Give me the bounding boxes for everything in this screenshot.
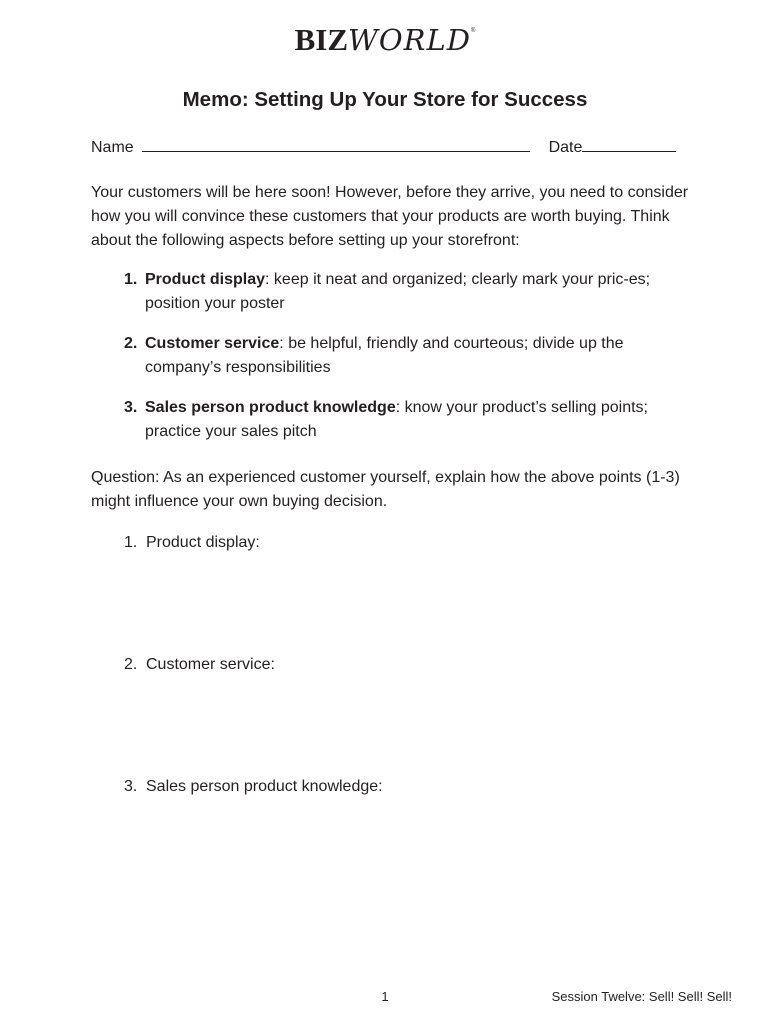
- aspect-term: Customer service: [145, 335, 280, 352]
- answer-label: Sales person product knowledge:: [146, 778, 383, 795]
- aspect-number: 3.: [124, 399, 138, 416]
- bizworld-logo: [0, 22, 770, 62]
- question-paragraph: Question: As an experienced customer yourself, explain how the above points (1-3) might influence your own buying decision.: [91, 469, 680, 510]
- aspect-term: Sales person product knowledge: [145, 399, 396, 416]
- aspect-text: : keep it neat and organized; clearly mark your pric-es; position your poster: [145, 271, 651, 312]
- name-date-row: [91, 136, 691, 160]
- aspect-number: 1.: [124, 271, 138, 288]
- answer-number: 1.: [124, 534, 138, 551]
- page-title: Memo: Setting Up Your Store for Success: [182, 88, 588, 111]
- answer-label: Customer service:: [146, 656, 275, 673]
- answer-number: 2.: [124, 656, 138, 673]
- answer-prompt-product-display: [124, 531, 260, 555]
- date-fill-line[interactable]: [582, 137, 676, 152]
- date-label: Date: [548, 139, 583, 156]
- logo-biz-text: BIZ: [294, 22, 349, 57]
- aspects-list: [124, 268, 684, 460]
- name-label: Name: [91, 139, 134, 156]
- aspect-item: [124, 268, 684, 316]
- session-footer: Session Twelve: Sell! Sell! Sell!: [551, 989, 732, 1004]
- page-number: 1: [381, 989, 389, 1004]
- aspect-item: [124, 332, 684, 380]
- logo-world-text: WORLD: [348, 23, 471, 57]
- answer-number: 3.: [124, 778, 138, 795]
- logo-registered-mark: ®: [470, 28, 476, 34]
- aspect-term: Product display: [145, 271, 266, 288]
- intro-paragraph: Your customers will be here soon! However, before they arrive, you need to consider how you will convince these customers that your products are worth buying. Think about the following aspects before setting up your storefront:: [91, 184, 689, 249]
- answer-label: Product display:: [146, 534, 260, 551]
- aspect-number: 2.: [124, 335, 138, 352]
- answer-prompt-customer-service: [124, 653, 275, 677]
- aspect-text: : know your product’s selling points; practice your sales pitch: [145, 399, 648, 440]
- aspect-item: [124, 396, 684, 444]
- answer-prompt-sales-knowledge: [124, 775, 383, 799]
- name-fill-line[interactable]: [142, 137, 530, 152]
- aspect-text: : be helpful, friendly and courteous; divide up the company’s responsibilities: [145, 335, 624, 376]
